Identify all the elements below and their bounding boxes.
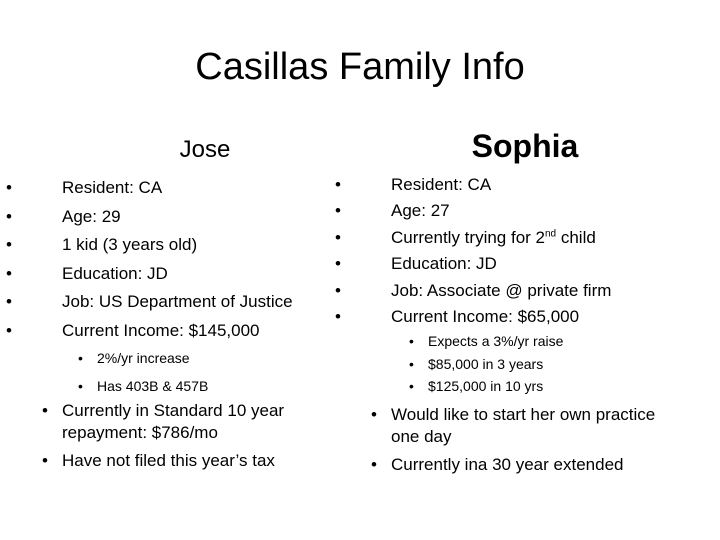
child-text: Currently trying for 2 (391, 227, 545, 247)
list-item: • Age: 27 (391, 198, 611, 224)
list-item: • Current Income: $145,000 (62, 317, 293, 346)
child-superscript: nd (545, 228, 557, 240)
list-item: • Resident: CA (391, 172, 611, 198)
jose-notes-list (62, 400, 322, 478)
list-item: • $125,000 in 10 yrs (428, 375, 563, 398)
sophia-heading: Sophia (471, 128, 579, 164)
list-item: • 2%/yr increase (97, 344, 208, 372)
sophia-notes-list (391, 404, 681, 482)
list-item: • 1 kid (3 years old) (62, 231, 293, 260)
jose-income-sublist (97, 344, 208, 400)
list-item: • Current Income: $65,000 (391, 304, 611, 330)
sophia-facts-list (391, 172, 611, 330)
list-item: • Have not filed this year’s tax (62, 450, 322, 472)
sophia-income-sublist (428, 330, 563, 398)
list-item: • Job: US Department of Justice (62, 288, 293, 317)
list-item: • Education: JD (62, 260, 293, 289)
list-item: • Currently ina 30 year extended (391, 454, 681, 476)
slide-title: Casillas Family Info (195, 46, 525, 88)
jose-heading: Jose (179, 136, 231, 163)
list-item: • Job: Associate @ private firm (391, 278, 611, 304)
list-item: • Currently in Standard 10 year repayment: $786/mo (62, 400, 322, 444)
list-item: • Age: 29 (62, 203, 293, 232)
list-item: • $85,000 in 3 years (428, 353, 563, 376)
jose-facts-list (62, 174, 293, 346)
list-item: • Resident: CA (62, 174, 293, 203)
list-item: • Expects a 3%/yr raise (428, 330, 563, 353)
list-item: • Would like to start her own practice one day (391, 404, 681, 448)
list-item: • Education: JD (391, 251, 611, 277)
list-item: • Has 403B & 457B (97, 372, 208, 400)
list-item (391, 225, 611, 251)
child-suffix: child (556, 227, 596, 247)
